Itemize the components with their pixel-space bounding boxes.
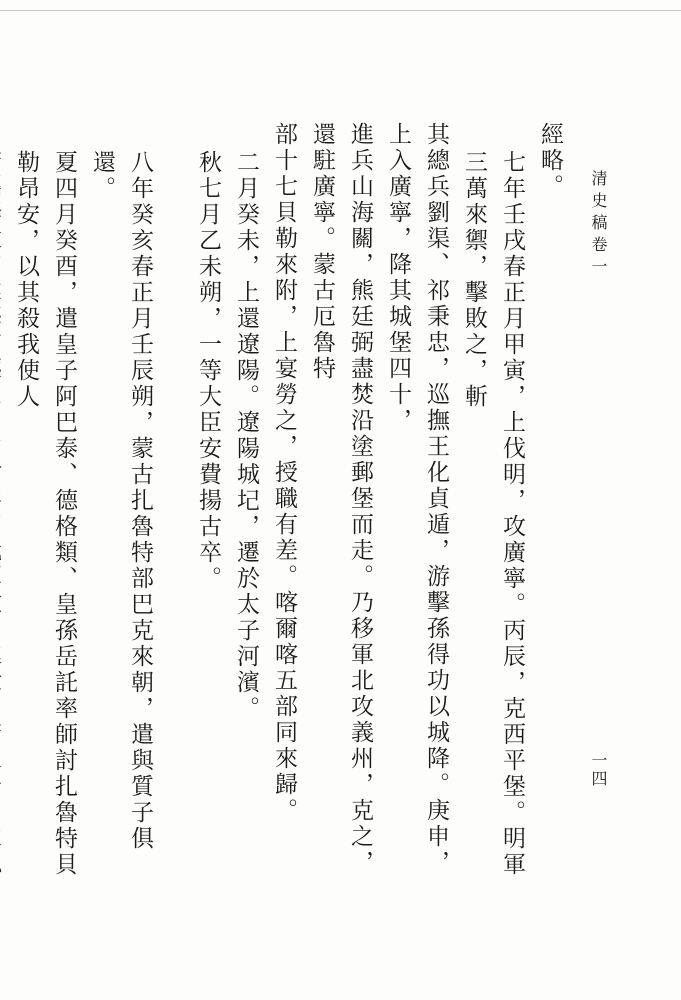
text-column: 二月癸未，上還遼陽。遼陽城圮，遷於太子河濱。 [233, 149, 259, 722]
text-column: 秋七月乙未朔，一等大臣安費揚古卒。 [195, 149, 221, 592]
page-number: 一四 [589, 752, 608, 788]
paragraph-gap [159, 122, 189, 882]
text-column [0, 122, 7, 882]
text-column: 其總兵劉渠、祁秉忠，巡撫王化貞遁，游擊孫得功以城降。庚申，上入廣寧，降其城堡四十， [385, 122, 449, 876]
text-column: 經略。 [537, 122, 563, 200]
vertical-text-block [0, 122, 569, 882]
text-column: 夏四月癸酉，遣皇子阿巴泰、德格類、皇孫岳託率師討扎魯特貝勒昂安，以其殺我使人 [13, 149, 77, 878]
text-column: 七年壬戌春正月甲寅，上伐明，攻廣寧。丙辰，克西平堡。明軍三萬來禦，擊敗之，斬 [461, 149, 525, 878]
text-column: 進兵山海關，熊廷弼盡焚沿塗郵堡而走。乃移軍北攻義州，克之，還駐廣寧。蒙古厄魯特 [309, 122, 373, 876]
text-column: 部十七貝勒來附，上宴勞之，授職有差。喀爾喀五部同來歸。 [271, 122, 297, 824]
text-column: 八年癸亥春正月壬辰朔，蒙古扎魯特部巴克來朝，遣與質子俱還。 [89, 149, 153, 852]
running-header-title: 清史稿卷一 [589, 170, 608, 280]
scan-top-edge-line [0, 10, 681, 11]
